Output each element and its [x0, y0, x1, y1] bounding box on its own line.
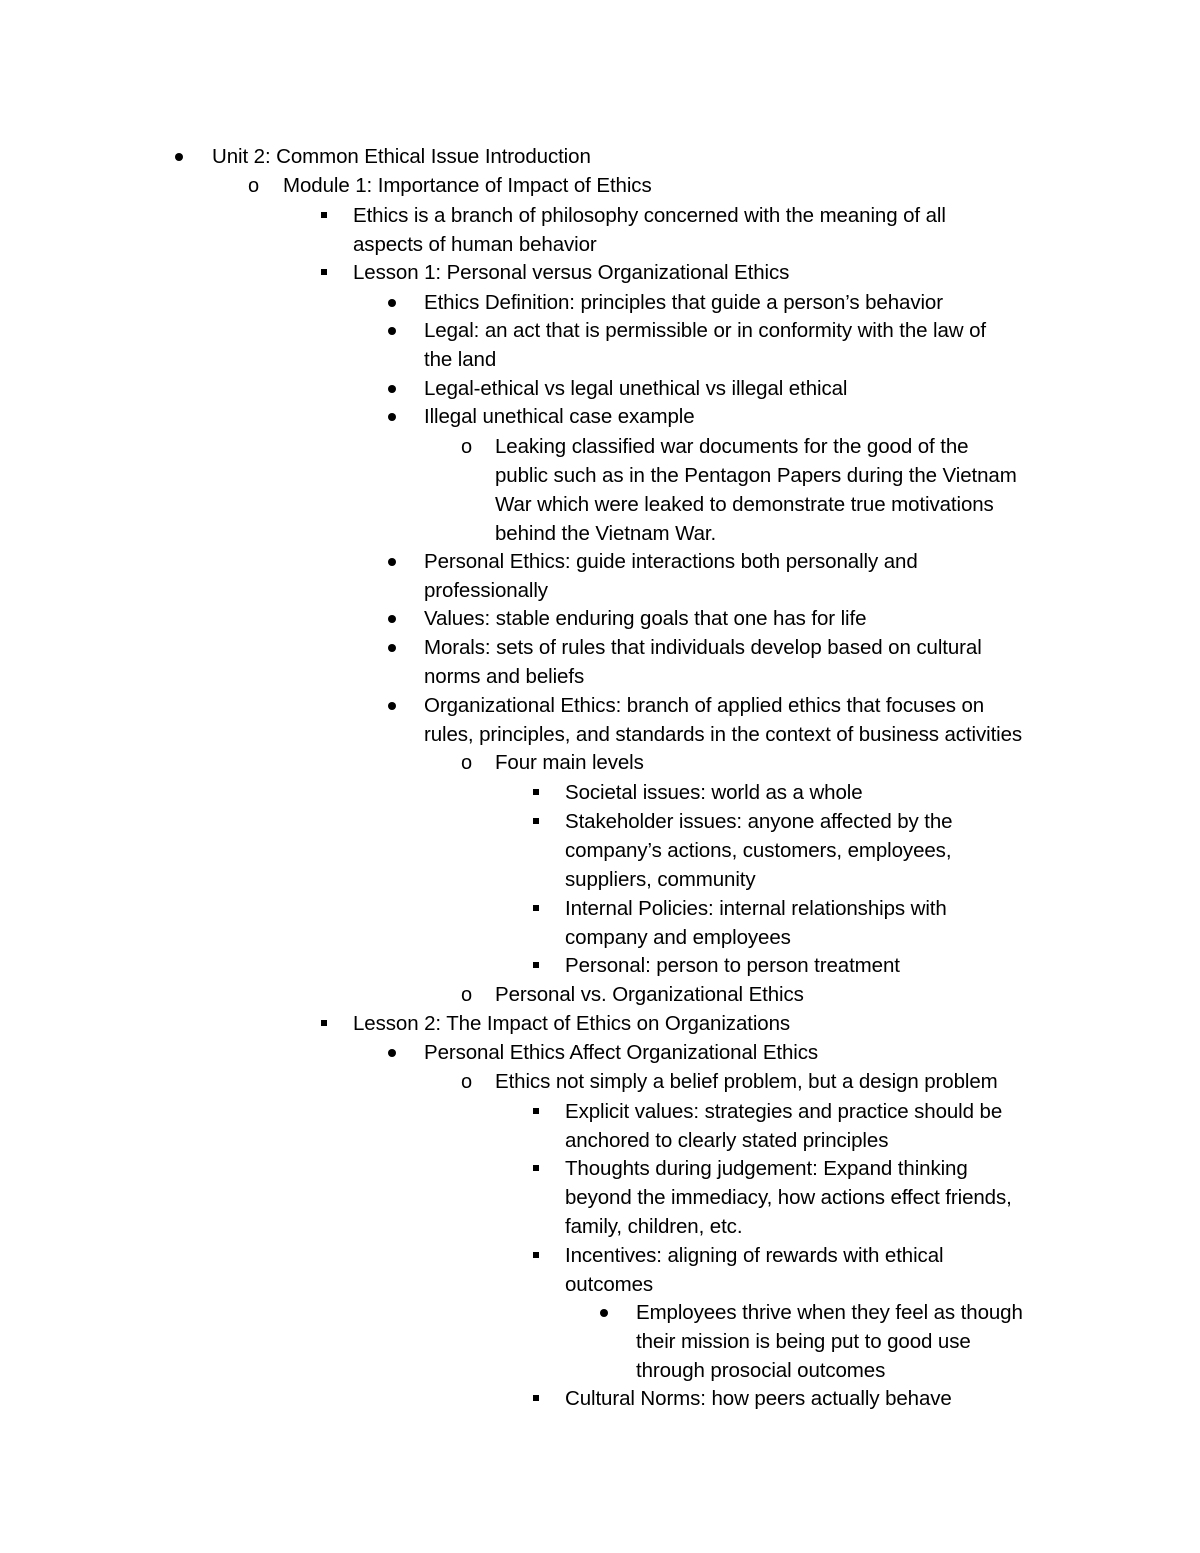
outline-item-line: aspects of human behavior	[353, 233, 597, 256]
bullet-icon	[388, 385, 396, 393]
square-bullet-icon	[533, 789, 539, 795]
bullet-icon	[388, 1049, 396, 1057]
outline-item-line: Leaking classified war documents for the good of the	[495, 435, 969, 458]
bullet-icon	[175, 153, 183, 161]
circle-bullet-icon: o	[461, 752, 473, 774]
outline-item-line: anchored to clearly stated principles	[565, 1129, 889, 1152]
outline-item-line: their mission is being put to good use	[636, 1330, 971, 1353]
outline-item-line: beyond the immediacy, how actions effect friends,	[565, 1186, 1012, 1209]
outline-item-line: through prosocial outcomes	[636, 1359, 886, 1382]
outline-item-line: Morals: sets of rules that individuals develop based on cultural	[424, 636, 982, 659]
outline-item-line: company and employees	[565, 926, 791, 949]
outline-item-line: Lesson 2: The Impact of Ethics on Organizations	[353, 1012, 791, 1035]
outline-item-line: War which were leaked to demonstrate true motivations	[495, 493, 994, 516]
outline-item-line: public such as in the Pentagon Papers during the Vietnam	[495, 464, 1017, 487]
outline-item-line: Module 1: Importance of Impact of Ethics	[283, 174, 652, 197]
outline-item-line: the land	[424, 348, 497, 371]
outline-item-line: Personal Ethics: guide interactions both personally and	[424, 550, 918, 573]
outline-item-line: Societal issues: world as a whole	[565, 781, 863, 804]
outline-item-line: Lesson 1: Personal versus Organizational Ethics	[353, 261, 790, 284]
bullet-icon	[388, 413, 396, 421]
square-bullet-icon	[533, 818, 539, 824]
circle-bullet-icon: o	[461, 1071, 473, 1093]
bullet-icon	[388, 615, 396, 623]
square-bullet-icon	[321, 269, 327, 275]
outline-item-line: Ethics Definition: principles that guide a person’s behavior	[424, 291, 943, 314]
bullet-icon	[388, 558, 396, 566]
outline-item-line: outcomes	[565, 1273, 654, 1296]
square-bullet-icon	[533, 1165, 539, 1171]
outline-item-line: Personal Ethics Affect Organizational Ethics	[424, 1041, 819, 1064]
bullet-icon	[388, 644, 396, 652]
square-bullet-icon	[533, 1108, 539, 1114]
outline-item-line: Organizational Ethics: branch of applied ethics that focuses on	[424, 694, 985, 717]
bullet-icon	[600, 1309, 608, 1317]
outline-item-line: Employees thrive when they feel as though	[636, 1301, 1023, 1324]
outline-item-line: Thoughts during judgement: Expand thinking	[565, 1157, 968, 1180]
square-bullet-icon	[321, 1020, 327, 1026]
square-bullet-icon	[533, 1252, 539, 1258]
outline-item-line: family, children, etc.	[565, 1215, 743, 1238]
bullet-icon	[388, 327, 396, 335]
outline-item-line: Four main levels	[495, 751, 644, 774]
outline-item-line: professionally	[424, 579, 548, 602]
outline-item-line: behind the Vietnam War.	[495, 522, 717, 545]
outline-item-line: Personal vs. Organizational Ethics	[495, 983, 804, 1006]
outline-item-line: Ethics not simply a belief problem, but a design problem	[495, 1070, 998, 1093]
square-bullet-icon	[533, 1395, 539, 1401]
outline-item-line: norms and beliefs	[424, 665, 585, 688]
outline-item-line: Internal Policies: internal relationships with	[565, 897, 947, 920]
circle-bullet-icon: o	[461, 436, 473, 458]
outline-item-line: Stakeholder issues: anyone affected by the	[565, 810, 953, 833]
outline-item-line: Legal: an act that is permissible or in conformity with the law of	[424, 319, 986, 342]
outline-item-line: Ethics is a branch of philosophy concerned with the meaning of all	[353, 204, 946, 227]
outline-item-line: Legal-ethical vs legal unethical vs illegal ethical	[424, 377, 848, 400]
bullet-icon	[388, 299, 396, 307]
bullet-icon	[388, 702, 396, 710]
square-bullet-icon	[321, 212, 327, 218]
outline-item-line: Unit 2: Common Ethical Issue Introduction	[212, 145, 591, 168]
outline-item-line: suppliers, community	[565, 868, 756, 891]
circle-bullet-icon: o	[461, 984, 473, 1006]
outline-item-line: Values: stable enduring goals that one has for life	[424, 607, 867, 630]
outline-item-line: Explicit values: strategies and practice should be	[565, 1100, 1003, 1123]
outline-item-line: Incentives: aligning of rewards with ethical	[565, 1244, 944, 1267]
square-bullet-icon	[533, 962, 539, 968]
outline-item-line: company’s actions, customers, employees,	[565, 839, 952, 862]
outline-item-line: Cultural Norms: how peers actually behave	[565, 1387, 952, 1410]
outline-item-line: Personal: person to person treatment	[565, 954, 900, 977]
outline-item-line: Illegal unethical case example	[424, 405, 695, 428]
circle-bullet-icon: o	[248, 175, 260, 197]
square-bullet-icon	[533, 905, 539, 911]
outline-item-line: rules, principles, and standards in the context of business activities	[424, 723, 1023, 746]
